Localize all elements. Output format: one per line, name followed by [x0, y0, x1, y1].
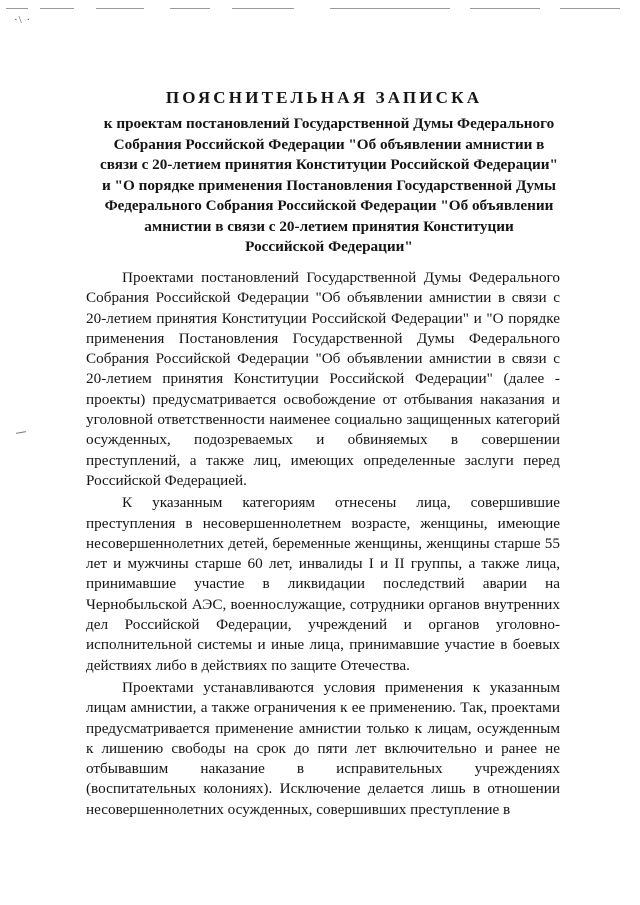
scan-dash: [96, 8, 144, 9]
scan-artifact-top-edge: [0, 8, 640, 16]
scan-dash: [560, 8, 620, 9]
scan-dash: [330, 8, 450, 9]
document-body: [86, 268, 560, 822]
body-paragraph: К указанным категориям отнесены лица, совершившие преступления в несовершеннолетнем возрасте, женщины, имеющие несовершеннолетних детей, беременные женщины, женщины старше 55 лет и мужчины старше 60 лет, инвалиды I и II группы, а также лица, принимавшие участие в ликвидации последствий аварии на Чернобыльской АЭС, военнослужащие, сотрудники органов внутренних дел Российской Федерации, учреждений и органов уголовно-исполнительной системы и иные лица, принимавшие участие в боевых действиях либо в действиях по защите Отечества.: [86, 494, 560, 674]
subtitle-line: Российской Федерации": [245, 238, 413, 255]
margin-scan-mark: [16, 431, 26, 434]
subtitle-line: Собрания Российской Федерации "Об объявлении амнистии в: [113, 135, 545, 153]
scan-dash: [170, 8, 210, 9]
scan-dash: [470, 8, 540, 9]
document-title: ПОЯСНИТЕЛЬНАЯ ЗАПИСКА: [165, 88, 483, 107]
subtitle-line: и "О порядке применения Постановления Государственной Думы: [101, 176, 556, 194]
document-subtitle: [84, 114, 574, 258]
scan-dash: [232, 8, 294, 9]
corner-scan-mark: ·\ ·: [14, 14, 32, 26]
scan-dash: [40, 8, 74, 9]
subtitle-line: Федерального Собрания Российской Федерации "Об объявлении: [104, 197, 554, 214]
body-paragraph: Проектами постановлений Государственной Думы Федерального Собрания Российской Федерации "Об объявлении амнистии в связи с 20-летием принятия Конституции Российской Федерации" и "О порядке применения Постановления Государственной Думы Федерального Собрания Российской Федерации "Об объявлении амнистии в связи с 20-летием принятия Конституции Российской Федерации" (далее - проекты) предусматривается освобождение от отбывания наказания и уголовной ответственности наименее социально защищенных категорий осужденных, подозреваемых и обвиняемых в совершении преступлений, а также лиц, имеющих определенные заслуги перед Российской Федерацией.: [86, 269, 560, 489]
subtitle-line: к проектам постановлений Государственной Думы Федерального: [103, 115, 555, 132]
subtitle-line: амнистии в связи с 20-летием принятия Конституции: [144, 217, 514, 235]
subtitle-line: связи с 20-летием принятия Конституции Российской Федерации": [100, 156, 558, 173]
body-paragraph: Проектами устанавливаются условия применения к указанным лицам амнистии, а также ограничения к ее применению. Так, проектами предусматривается применение амнистии только к лицам, осужденным к лишению свободы на срок до пяти лет включительно и ранее не отбывавшим наказание в исправительных учреждениях (воспитательных колониях). Исключение делается лишь в отношении несовершеннолетних осужденных, совершивших преступление в: [86, 678, 560, 818]
scan-dash: [6, 8, 28, 9]
